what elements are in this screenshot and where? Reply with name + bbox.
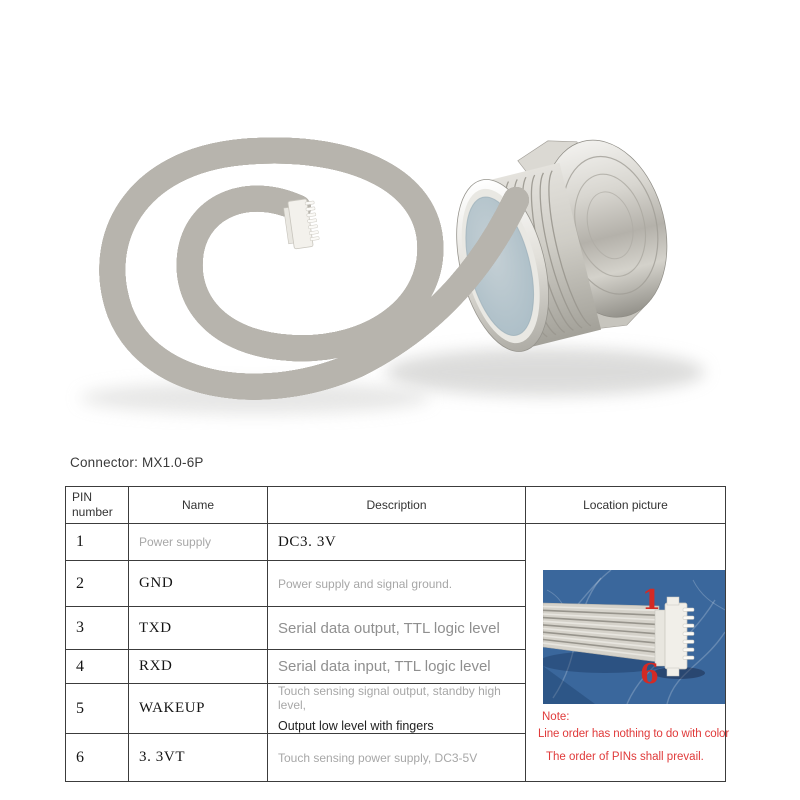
header-location-picture: Location picture xyxy=(526,487,726,524)
pin-name-6: 3. 3VT xyxy=(129,734,268,782)
note-title: Note: xyxy=(542,711,570,724)
pin6-label: 6 xyxy=(640,659,659,691)
header-description: Description xyxy=(268,487,526,524)
pin-name-2: GND xyxy=(129,561,268,607)
device-shadow xyxy=(385,348,705,396)
pin-desc-5-line1: Touch sensing signal output, standby high level, xyxy=(278,684,501,712)
pin-number-4: 4 xyxy=(66,650,129,684)
pin-name-3: TXD xyxy=(129,607,268,650)
pin-name-4: RXD xyxy=(129,650,268,684)
pin-name-5: WAKEUP xyxy=(129,684,268,734)
header-row xyxy=(66,487,726,524)
pin-desc-4: Serial data input, TTL logic level xyxy=(268,650,526,684)
pin-desc-3: Serial data output, TTL logic level xyxy=(268,607,526,650)
pin1-label: 1 xyxy=(642,585,661,617)
table-row xyxy=(66,524,726,561)
note-block xyxy=(538,711,730,764)
header-name: Name xyxy=(129,487,268,524)
cable-stripe xyxy=(112,151,516,387)
note-line1: Line order has nothing to do with color xyxy=(538,728,730,741)
pin-desc-5-line2: Output low level with fingers xyxy=(278,719,434,733)
location-picture-cell xyxy=(526,524,730,782)
pin-number-6: 6 xyxy=(66,734,129,782)
pin-desc-1: DC3. 3V xyxy=(268,524,526,561)
connector-caption: Connector: MX1.0-6P xyxy=(70,455,204,470)
pin-number-1: 1 xyxy=(66,524,129,561)
pin-desc-5 xyxy=(268,684,526,734)
pin-number-3: 3 xyxy=(66,607,129,650)
header-pin-number: PIN number xyxy=(66,487,129,524)
location-photo xyxy=(543,570,725,704)
ribbon-cable xyxy=(112,151,516,387)
location-photo-svg xyxy=(543,570,725,704)
pin-name-1: Power supply xyxy=(129,524,268,561)
sensor-device xyxy=(435,118,687,361)
pin-number-5: 5 xyxy=(66,684,129,734)
pin-desc-6: Touch sensing power supply, DC3-5V xyxy=(268,734,526,782)
pin-table xyxy=(65,486,730,782)
pin-number-2: 2 xyxy=(66,561,129,607)
note-line2: The order of PINs shall prevail. xyxy=(546,750,704,763)
cable-connector xyxy=(283,198,320,250)
pin-desc-2: Power supply and signal ground. xyxy=(268,561,526,607)
